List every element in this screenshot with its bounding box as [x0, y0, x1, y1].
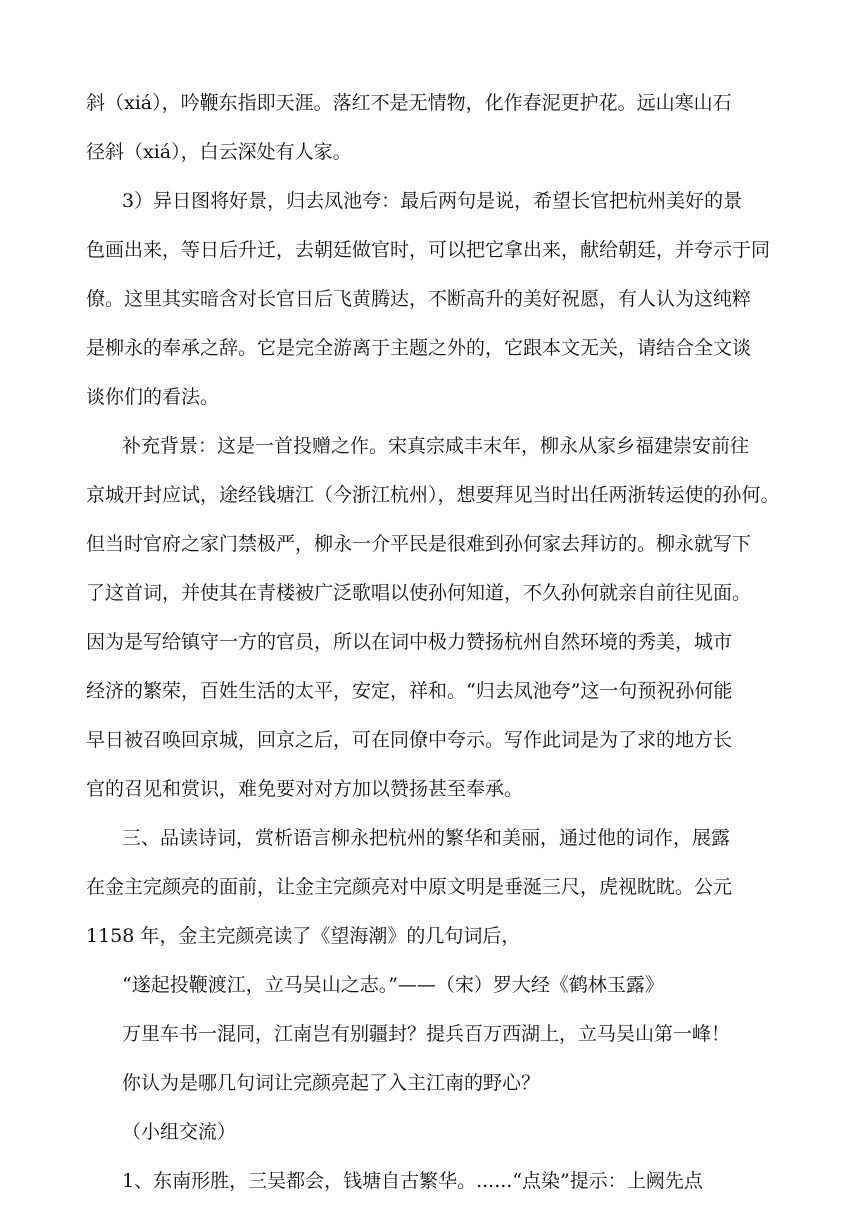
text-line: 斜（xiá），吟鞭东指即天涯。落红不是无情物，化作春泥更护花。远山寒山石 — [86, 92, 732, 114]
text-line: 京城开封应试，途经钱塘江（今浙江杭州），想要拜见当时出任两浙转运使的孙何。 — [86, 484, 780, 506]
text-line: “遂起投鞭渡江，立马吴山之志。”——（宋）罗大经《鹤林玉露》 — [122, 974, 664, 996]
text-line: 官的召见和赏识，难免要对对方加以赞扬甚至奉承。 — [86, 778, 524, 800]
text-line: 径斜（xiá），白云深处有人家。 — [86, 141, 352, 163]
text-line: 3）异日图将好景，归去凤池夸：最后两句是说，希望长官把杭州美好的景 — [122, 190, 743, 212]
text-line: 在金主完颜亮的面前，让金主完颜亮对中原文明是垂涎三尺，虎视眈眈。公元 — [86, 876, 733, 898]
text-line: 万里车书一混同，江南岂有别疆封？提兵百万西湖上，立马吴山第一峰！ — [122, 1023, 731, 1045]
text-line: 是柳永的奉承之辞。它是完全游离于主题之外的，它跟本文无关，请结合全文谈 — [86, 337, 752, 359]
text-line: 因为是写给镇守一方的官员，所以在词中极力赞扬杭州自然环境的秀美，城市 — [86, 631, 733, 653]
text-line: 了这首词，并使其在青楼被广泛歌唱以使孙何知道，不久孙何就亲自前往见面。 — [86, 582, 752, 604]
text-line: （小组交流） — [122, 1121, 237, 1143]
text-line: 1、东南形胜，三吴都会，钱塘自古繁华。......“点染”提示：上阙先点 — [122, 1170, 703, 1192]
text-line: 谈你们的看法。 — [86, 386, 220, 408]
text-line: 早日被召唤回京城，回京之后，可在同僚中夸示。写作此词是为了求的地方长 — [86, 729, 733, 751]
text-line: 经济的繁荣，百姓生活的太平，安定，祥和。“归去凤池夸”这一句预祝孙何能 — [86, 680, 733, 702]
text-line: 僚。这里其实暗含对长官日后飞黄腾达，不断高升的美好祝愿，有人认为这纯粹 — [86, 288, 752, 310]
text-line: 色画出来，等日后升迁，去朝廷做官时，可以把它拿出来，献给朝廷，并夸示于同 — [86, 239, 771, 261]
text-line: 但当时官府之家门禁极严，柳永一介平民是很难到孙何家去拜访的。柳永就写下 — [86, 533, 752, 555]
text-line: 补充背景：这是一首投赠之作。宋真宗咸丰末年，柳永从家乡福建崇安前往 — [122, 435, 750, 457]
text-line: 你认为是哪几句词让完颜亮起了入主江南的野心？ — [122, 1072, 541, 1094]
text-line: 1158 年，金主完颜亮读了《望海潮》的几句词后， — [86, 925, 521, 947]
text-line: 三、品读诗词，赏析语言柳永把杭州的繁华和美丽，通过他的词作，展露 — [122, 827, 731, 849]
